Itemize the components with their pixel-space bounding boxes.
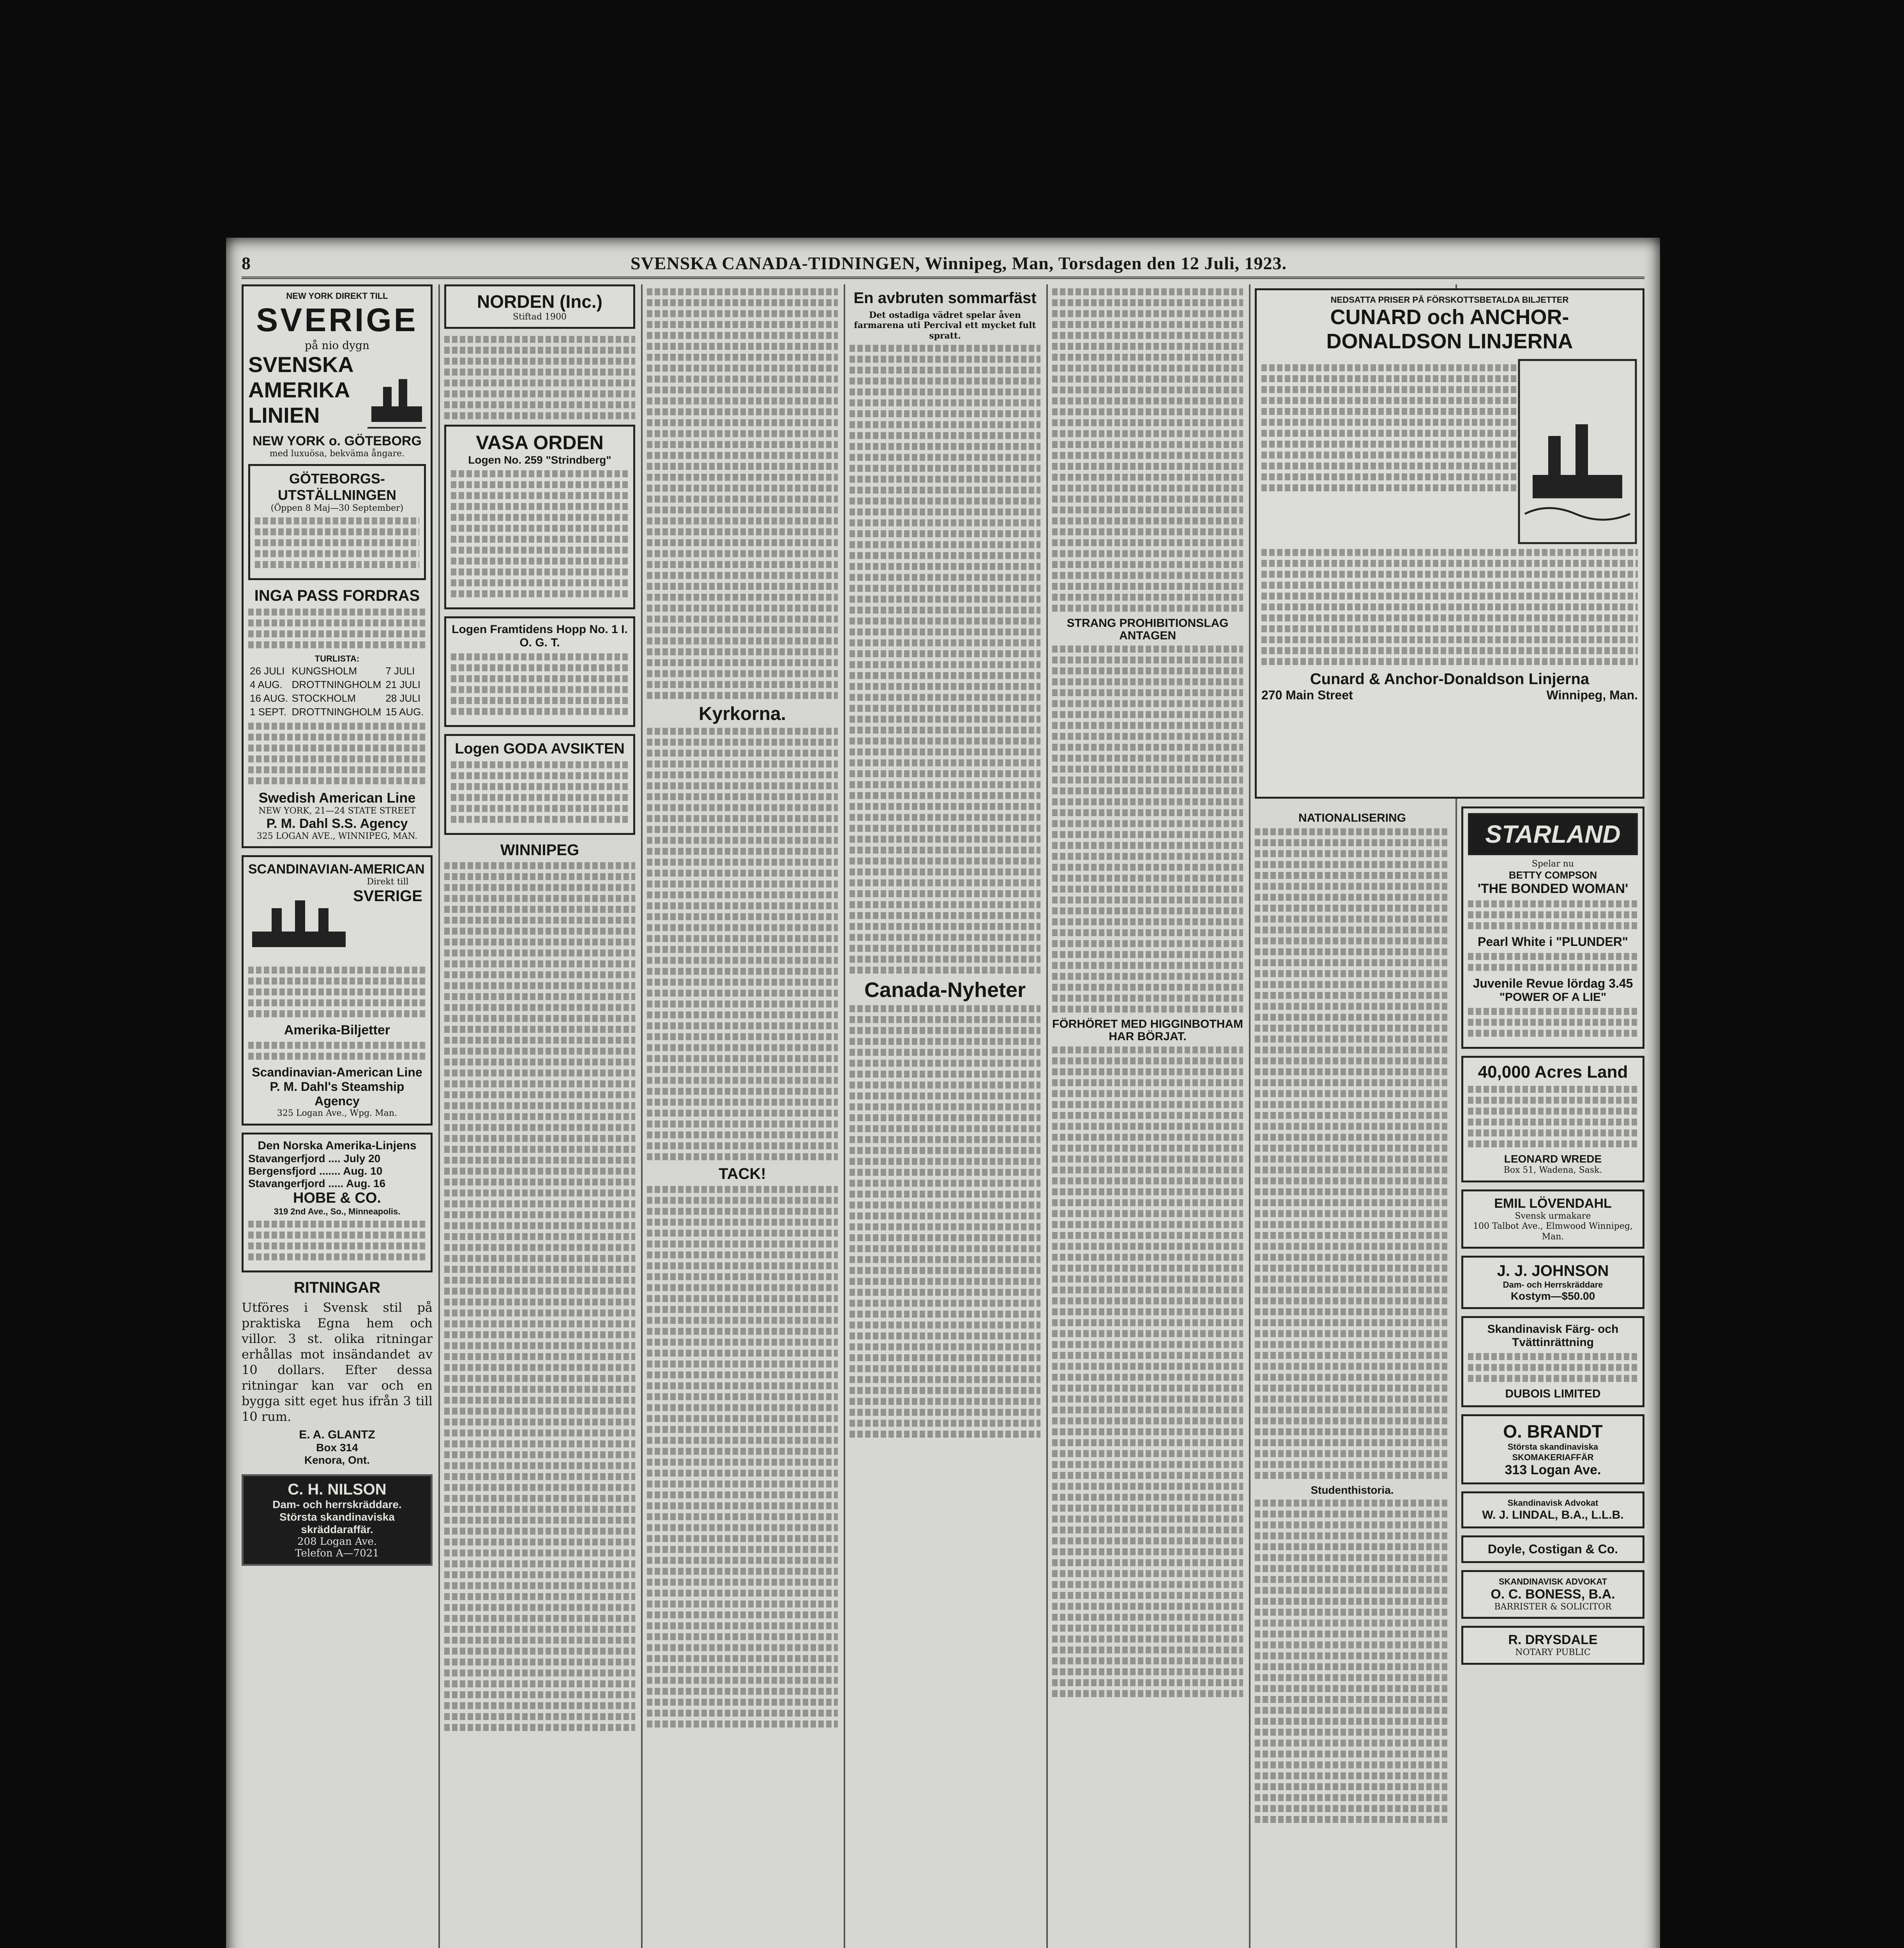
goteborg-dates: (Öppen 8 Maj—30 September) bbox=[270, 503, 404, 513]
column-rule bbox=[641, 284, 643, 1948]
starland-pearl: Pearl White i "PLUNDER" bbox=[1478, 935, 1628, 949]
nilson-line2: Största skandinaviska skräddaraffär. bbox=[279, 1511, 395, 1536]
boness-ad bbox=[1461, 1570, 1644, 1619]
acres-name: LEONARD WREDE bbox=[1504, 1153, 1602, 1165]
studenthistoria-title: Studenthistoria. bbox=[1311, 1484, 1394, 1496]
cunard-ad bbox=[1255, 288, 1644, 799]
column-3 bbox=[647, 284, 838, 1948]
list-item: Bergensfjord ....... Aug. 10 bbox=[248, 1165, 383, 1177]
column-rule bbox=[438, 284, 440, 1948]
johnson-sub: Dam- och Herrskräddare bbox=[1503, 1279, 1603, 1290]
norske-ad bbox=[242, 1133, 433, 1272]
masthead-bar bbox=[242, 249, 1644, 279]
column-rule bbox=[844, 284, 845, 1948]
scand-biljetter: Amerika-Biljetter bbox=[284, 1023, 390, 1038]
ad-title: SVERIGE bbox=[256, 302, 418, 339]
ritningar-title: RITNINGAR bbox=[293, 1279, 381, 1297]
scand-line: Scandinavian-American Line bbox=[252, 1065, 422, 1080]
starland-film: 'THE BONDED WOMAN' bbox=[1477, 881, 1628, 896]
sommar-subtitle: Det ostadiga vädret spelar åven farmarena uti Percival ett mycket fult spratt. bbox=[854, 310, 1036, 341]
boness-heading: SKANDINAVISK ADVOKAT bbox=[1498, 1576, 1607, 1586]
boness-sub: BARRISTER & SOLICITOR bbox=[1494, 1602, 1612, 1612]
steamship-icon bbox=[367, 352, 426, 434]
lovendahl-address: 100 Talbot Ave., Elmwood Winnipeg, Man. bbox=[1473, 1221, 1633, 1242]
brandt-sub: Största skandinaviska SKOMAKERIAFFÄR bbox=[1507, 1442, 1598, 1462]
lindal-ad bbox=[1461, 1491, 1644, 1528]
route: NEW YORK o. GÖTEBORG bbox=[253, 434, 422, 449]
dubois-name: DUBOIS LIMITED bbox=[1505, 1387, 1601, 1401]
steamship-icon bbox=[248, 877, 350, 963]
brand-line-2: AMERIKA bbox=[248, 378, 350, 402]
framtid-ad bbox=[444, 616, 635, 727]
strang-title: STRANG PROHIBITIONSLAG ANTAGEN bbox=[1067, 617, 1229, 642]
drysdale-name: R. DRYSDALE bbox=[1508, 1632, 1598, 1648]
vasa-title: VASA ORDEN bbox=[476, 432, 604, 454]
hobe-name: HOBE & CO. bbox=[293, 1189, 381, 1206]
scand-dest: SVERIGE bbox=[353, 887, 422, 905]
dubois-title: Skandinavisk Färg- och Tvättinrättning bbox=[1487, 1323, 1619, 1349]
column-7 bbox=[1461, 806, 1644, 1948]
starland-star: BETTY COMPSON bbox=[1508, 869, 1597, 881]
route-note: med luxuösa, bekväma ångare. bbox=[269, 449, 405, 459]
brandt-address: 313 Logan Ave. bbox=[1505, 1463, 1601, 1478]
johnson-name: J. J. JOHNSON bbox=[1497, 1262, 1609, 1279]
brand-line-1: SVENSKA bbox=[248, 352, 354, 377]
drysdale-sub: NOTARY PUBLIC bbox=[1515, 1648, 1591, 1658]
newspaper-page bbox=[226, 238, 1660, 1948]
lindal-name: W. J. LINDAL, B.A., L.L.B. bbox=[1482, 1508, 1624, 1521]
column-rule bbox=[1249, 284, 1250, 1948]
doyle-name: Doyle, Costigan & Co. bbox=[1487, 1542, 1618, 1556]
acres-title: 40,000 Acres Land bbox=[1478, 1062, 1628, 1082]
norden-founded: Stiftad 1900 bbox=[512, 312, 567, 322]
dahl-address: 325 LOGAN AVE., WINNIPEG, MAN. bbox=[256, 831, 418, 841]
nilson-line1: Dam- och herrskräddare. bbox=[272, 1498, 402, 1511]
column-2 bbox=[444, 284, 635, 1948]
canada-nyheter-title: Canada-Nyheter bbox=[864, 978, 1026, 1002]
glantz-box: Box 314 bbox=[316, 1442, 358, 1454]
column-rule bbox=[1046, 284, 1048, 1948]
sal-address: NEW YORK, 21—24 STATE STREET bbox=[258, 806, 416, 816]
table-row: 26 JULI KUNGSHOLM 7 JULI bbox=[250, 665, 415, 677]
kyrkorna-title: Kyrkorna. bbox=[698, 704, 786, 724]
starland-power: "POWER OF A LIE" bbox=[1499, 991, 1607, 1004]
table-row: 16 AUG. STOCKHOLM 28 JULI bbox=[250, 692, 420, 704]
column-5 bbox=[1052, 284, 1243, 1948]
glantz-name: E. A. GLANTZ bbox=[299, 1428, 375, 1442]
sal-line: Swedish American Line bbox=[258, 789, 416, 806]
cunard-footer-city: Winnipeg, Man. bbox=[1546, 688, 1638, 702]
vasa-ad bbox=[444, 425, 635, 609]
column-4 bbox=[850, 284, 1040, 1948]
cunard-footer-name: Cunard & Anchor-Donaldson Linjerna bbox=[1310, 671, 1590, 688]
starland-ad bbox=[1461, 806, 1644, 1049]
table-row: 4 AUG. DROTTNINGHOLM 21 JULI bbox=[250, 678, 420, 690]
johnson-price: Kostym—$50.00 bbox=[1510, 1290, 1595, 1302]
column-6 bbox=[1255, 806, 1450, 1948]
norden-ad bbox=[444, 284, 635, 329]
glantz-city: Kenora, Ont. bbox=[304, 1454, 370, 1466]
norske-title: Den Norska Amerika-Linjens bbox=[258, 1139, 417, 1152]
johnson-ad bbox=[1461, 1256, 1644, 1309]
nilson-ad bbox=[242, 1474, 433, 1566]
cunard-footer-address: 270 Main Street bbox=[1261, 688, 1353, 702]
page-number: 8 bbox=[242, 253, 251, 273]
lovendahl-ad bbox=[1461, 1189, 1644, 1249]
cunard-title-1: CUNARD och ANCHOR- bbox=[1330, 305, 1569, 329]
starland-juvenile: Juvenile Revue lördag 3.45 bbox=[1473, 976, 1633, 991]
scandinavian-american-ad bbox=[242, 855, 433, 1125]
brand-line-3: LINIEN bbox=[248, 403, 320, 428]
list-item: Stavangerfjord ..... Aug. 16 bbox=[248, 1177, 386, 1189]
lovendahl-name: EMIL LÖVENDAHL bbox=[1494, 1196, 1612, 1211]
column-1 bbox=[242, 284, 433, 1948]
sailing-table bbox=[248, 664, 426, 719]
lovendahl-sub: Svensk urmakare bbox=[1515, 1211, 1591, 1221]
national-title: NATIONALISERING bbox=[1298, 812, 1406, 824]
winnipeg-title: WINNIPEG bbox=[500, 842, 579, 859]
ritningar-text: Utföres i Svensk stil på praktiska Egna hem och villor. 3 st. olika ritningar erhållas mot insändandet av 10 dollars. Efter dessa ritningar kan var och en bygga sitt eget hus ifrån 3 till 10 rum. bbox=[242, 1300, 433, 1424]
scand-agency: P. M. Dahl's Steamship Agency bbox=[270, 1080, 404, 1108]
list-item: Stavangerfjord .... July 20 bbox=[248, 1152, 381, 1165]
starland-plays: Spelar nu bbox=[1531, 859, 1574, 869]
nilson-name: C. H. NILSON bbox=[288, 1481, 387, 1498]
sommar-title: En avbruten sommarfäst bbox=[853, 289, 1037, 307]
ad-days: på nio dygn bbox=[305, 339, 369, 352]
goda-ad bbox=[444, 734, 635, 835]
sverige-ad bbox=[242, 284, 433, 848]
dahl-agency: P. M. Dahl S.S. Agency bbox=[266, 816, 408, 831]
vasa-lodge: Logen No. 259 "Strindberg" bbox=[468, 454, 611, 466]
cunard-title-2: DONALDSON LINJERNA bbox=[1326, 330, 1573, 353]
lindal-sub: Skandinavisk Advokat bbox=[1507, 1498, 1598, 1508]
table-row: 1 SEPT. DROTTNINGHOLM 15 AUG. bbox=[250, 706, 424, 718]
ad-top-line: NEW YORK DIREKT TILL bbox=[286, 291, 388, 301]
framtid-title: Logen Framtidens Hopp No. 1 I. O. G. T. bbox=[452, 623, 628, 649]
goteborg-box bbox=[248, 464, 426, 580]
hobe-address: 319 2nd Ave., So., Minneapolis. bbox=[274, 1206, 401, 1216]
scand-title: SCANDINAVIAN-AMERICAN bbox=[248, 862, 425, 877]
goteborg-title: GÖTEBORGS- UTSTÄLLNINGEN bbox=[278, 470, 396, 503]
scand-address: 325 Logan Ave., Wpg. Man. bbox=[277, 1108, 397, 1119]
brandt-ad bbox=[1461, 1414, 1644, 1484]
masthead: SVENSKA CANADA-TIDNINGEN, Winnipeg, Man, Torsdagen den 12 Juli, 1923. bbox=[630, 253, 1287, 273]
cunard-top: NEDSATTA PRISER PÅ FÖRSKOTTSBETALDA BILJETTER bbox=[1330, 295, 1569, 305]
acres-ad bbox=[1461, 1056, 1644, 1182]
nilson-phone: Telefon A—7021 bbox=[295, 1547, 379, 1560]
nilson-address: 208 Logan Ave. bbox=[297, 1536, 377, 1548]
forhoret-title: FÖRHÖRET MED HIGGINBOTHAM HAR BÖRJAT. bbox=[1052, 1018, 1243, 1043]
brandt-name: O. BRANDT bbox=[1503, 1421, 1603, 1442]
drysdale-ad bbox=[1461, 1626, 1644, 1664]
pass-title: INGA PASS FORDRAS bbox=[254, 587, 420, 605]
norden-title: NORDEN (Inc.) bbox=[477, 291, 602, 312]
steamship-icon bbox=[1517, 358, 1638, 545]
acres-address: Box 51, Wadena, Sask. bbox=[1503, 1165, 1602, 1175]
turlista-heading: TURLISTA: bbox=[314, 654, 360, 664]
tack-title: TACK! bbox=[719, 1165, 766, 1183]
starland-title: STARLAND bbox=[1468, 813, 1638, 855]
doyle-ad bbox=[1461, 1535, 1644, 1563]
goda-title: Logen GODA AVSIKTEN bbox=[455, 741, 625, 757]
dubois-ad bbox=[1461, 1316, 1644, 1407]
boness-name: O. C. BONESS, B.A. bbox=[1491, 1586, 1615, 1602]
scand-sub: Direkt till bbox=[367, 877, 409, 887]
